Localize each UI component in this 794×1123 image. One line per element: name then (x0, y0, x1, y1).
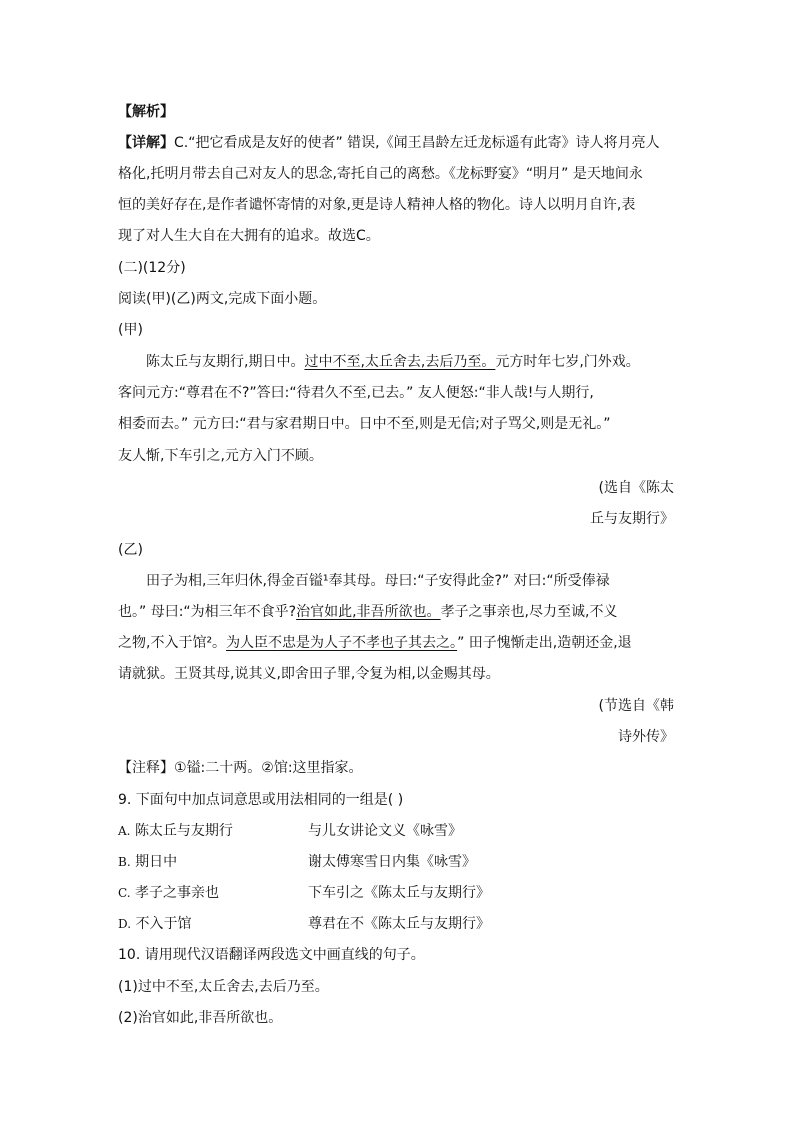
q9-option-b-letter: B. (118, 855, 131, 869)
yi-line-4: 请就狱。王贤其母,说其义,即舍田子罪,令复为相,以金赐其母。 (118, 666, 500, 682)
q9-option-b-left (118, 852, 177, 872)
yi-line-3 (118, 633, 632, 653)
q9-option-d-letter: D. (118, 917, 132, 931)
jia-line-1-pre: 陈太丘与友期行,期日中。 (146, 354, 305, 370)
jia-line-4: 友人惭,下车引之,元方入门不顾。 (118, 448, 323, 464)
jia-line-2: 客问元方:“尊君在不?”答曰:“待君久不至,已去。” 友人便怒:“非人哉!与人期行, (118, 385, 594, 401)
question-10-stem: 10. 请用现代汉语翻译两段选文中画直线的句子。 (118, 947, 425, 963)
yi-line-1: 田子为相,三年归休,得金百镒¹奉其母。母曰:“子安得此金?” 对曰:“所受俸禄 (146, 573, 610, 589)
q9-option-d-right: 尊君在不《陈太丘与友期行》 (308, 916, 490, 932)
q9-option-c-letter: C. (118, 886, 131, 900)
yi-source-1: (节选自《韩 (598, 698, 674, 714)
yi-source-2: 诗外传》 (618, 729, 674, 745)
yi-line-3-post: ” 田子愧惭走出,造朝还金,退 (457, 635, 632, 651)
detail-line-4: 现了对人生大自在大拥有的追求。故选C。 (118, 228, 380, 244)
jia-line-1-post: 元方时年七岁,门外戏。 (495, 354, 640, 370)
yi-line-2-post: 孝子之事亲也,尽力至诚,不义 (440, 604, 618, 620)
q9-option-d-left (118, 914, 191, 934)
passage-jia-label: (甲) (118, 322, 143, 338)
analysis-heading: 【解析】 (118, 104, 174, 120)
yi-line-2-pre: 也。” 母曰:“为相三年不食乎? (118, 604, 297, 620)
detail-line-3: 恒的美好存在,是作者谴怀寄情的对象,更是诗人精神人格的物化。诗人以明月自许,表 (118, 197, 636, 213)
q9-option-a-right: 与儿女讲论文义《咏雪》 (308, 823, 462, 839)
jia-source-2: 丘与友期行》 (590, 511, 674, 527)
q9-option-a-left (118, 821, 233, 841)
detail-label: 【详解】 (118, 135, 174, 151)
annotation-note: 【注释】①镒:二十两。②馆:这里指家。 (118, 760, 363, 776)
detail-line-1 (118, 133, 660, 153)
jia-underlined-sentence: 过中不至,太丘舍去,去后乃至。 (304, 354, 496, 370)
jia-line-3: 相委而去。” 元方曰:“君与家君期日中。日中不至,则是无信;对子骂父,则是无礼。” (118, 416, 611, 432)
yi-line-2 (118, 602, 617, 622)
jia-source-1: (选自《陈太 (598, 480, 674, 496)
q9-option-c-text: 孝子之事亲也 (135, 885, 220, 901)
detail-line-2: 格化,托明月带去自己对友人的思念,寄托自己的离愁。《龙标野宴》“明月” 是天地间永 (118, 166, 643, 182)
q9-option-c-right: 下车引之《陈太丘与友期行》 (308, 885, 490, 901)
q9-option-b-text: 期日中 (135, 854, 178, 870)
yi-underlined-sentence-2: 为人臣不忠是为人子不孝也子其去之。 (226, 635, 458, 651)
question-9-stem: 9. 下面句中加点词意思或用法相同的一组是( ) (118, 792, 404, 808)
section-two-heading: (二)(12分) (118, 260, 186, 276)
instruction: 阅读(甲)(乙)两文,完成下面小题。 (118, 291, 327, 307)
q9-option-d-text: 不入于馆 (135, 916, 192, 932)
q9-option-c-left (118, 883, 219, 903)
q10-item-2: (2)治官如此,非吾所欲也。 (118, 1010, 283, 1026)
q9-option-a-letter: A. (118, 824, 131, 838)
detail-text-1: C.“把它看成是友好的使者” 错误,《闻王昌龄左迁龙标遥有此寄》诗人将月亮人 (174, 135, 660, 151)
q9-option-b-right: 谢太傅寒雪日内集《咏雪》 (308, 854, 476, 870)
jia-line-1 (146, 352, 640, 372)
yi-line-3-pre: 之物,不入于馆²。 (118, 635, 227, 651)
q9-option-a-text: 陈太丘与友期行 (134, 823, 233, 839)
yi-underlined-sentence-1: 治官如此,非吾所欲也。 (296, 604, 441, 620)
q10-item-1: (1)过中不至,太丘舍去,去后乃至。 (118, 979, 329, 995)
passage-yi-label: (乙) (118, 542, 143, 558)
